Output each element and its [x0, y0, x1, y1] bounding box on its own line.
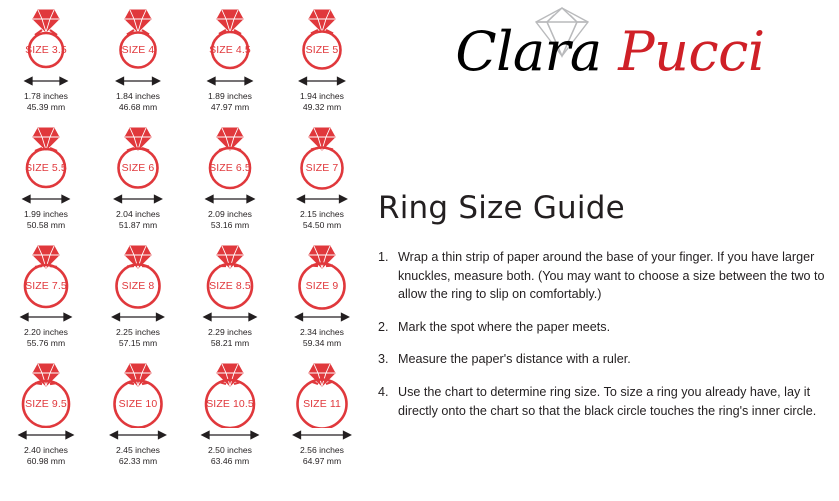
- ring-illustration: [92, 242, 184, 310]
- size-label: SIZE 10.5: [206, 398, 254, 410]
- brand-clara: Clara: [455, 20, 602, 83]
- page-title: Ring Size Guide: [378, 190, 625, 226]
- ring-illustration: [184, 124, 276, 192]
- ring-size-cell: [0, 242, 92, 360]
- measurement-inches: 1.78 inches: [24, 91, 68, 101]
- measurement-mm: 53.16 mm: [210, 219, 250, 230]
- measurement-mm: 50.58 mm: [26, 219, 66, 230]
- ring-size-cell: [184, 6, 276, 124]
- ring-size-grid: [0, 0, 368, 501]
- ring-size-cell: [276, 360, 368, 478]
- measurement-mm: 64.97 mm: [302, 455, 342, 466]
- size-label: SIZE 3.5: [25, 44, 67, 56]
- ring-illustration: [276, 360, 368, 428]
- ring-illustration: [184, 360, 276, 428]
- guide-step: [378, 350, 830, 369]
- diameter-arrow-icon: [184, 428, 276, 442]
- size-label: SIZE 5: [305, 44, 339, 56]
- size-label: SIZE 8: [121, 280, 155, 292]
- guide-step-text: Use the chart to determine ring size. To size a ring you already have, lay it directly onto the chart so that the black circle touches the ring's inner circle.: [398, 384, 817, 418]
- diameter-arrow-icon: [0, 428, 92, 442]
- guide-step-number: 3.: [378, 352, 389, 367]
- diameter-arrow-icon: [0, 74, 92, 88]
- size-label: SIZE 9: [305, 280, 339, 292]
- guide-step-text: Mark the spot where the paper meets.: [398, 319, 611, 334]
- diameter-arrow-icon: [92, 192, 184, 206]
- ring-illustration: [92, 360, 184, 428]
- size-label: SIZE 9.5: [25, 398, 67, 410]
- measurement-mm: 55.76 mm: [26, 337, 66, 348]
- size-label: SIZE 4.5: [209, 44, 251, 56]
- guide-step: [378, 248, 830, 304]
- size-label: SIZE 8.5: [209, 280, 251, 292]
- ring-size-cell: [92, 124, 184, 242]
- diameter-arrow-icon: [0, 192, 92, 206]
- ring-size-cell: [92, 360, 184, 478]
- measurement-inches: 2.20 inches: [24, 327, 68, 337]
- ring-size-cell: [0, 124, 92, 242]
- measurement-mm: 45.39 mm: [26, 101, 66, 112]
- ring-illustration: [276, 6, 368, 74]
- measurement-text: [92, 209, 184, 230]
- measurement-mm: 57.15 mm: [118, 337, 158, 348]
- diameter-arrow-icon: [92, 310, 184, 324]
- measurement-text: [0, 209, 92, 230]
- measurement-mm: 62.33 mm: [118, 455, 158, 466]
- ring-illustration: [92, 6, 184, 74]
- diameter-arrow-icon: [92, 74, 184, 88]
- measurement-inches: 1.89 inches: [208, 91, 252, 101]
- guide-step-number: 1.: [378, 250, 389, 264]
- ring-size-cell: [276, 242, 368, 360]
- diameter-arrow-icon: [276, 74, 368, 88]
- ring-size-cell: [184, 124, 276, 242]
- measurement-text: [184, 209, 276, 230]
- measurement-inches: 2.15 inches: [300, 209, 344, 219]
- guide-step-number: 4.: [378, 384, 389, 399]
- size-label: SIZE 7.5: [25, 280, 67, 292]
- measurement-mm: 60.98 mm: [26, 455, 66, 466]
- measurement-mm: 47.97 mm: [210, 101, 250, 112]
- ring-size-cell: [92, 6, 184, 124]
- measurement-text: [276, 445, 368, 466]
- right-panel: [368, 0, 839, 501]
- measurement-text: [92, 327, 184, 348]
- measurement-inches: 2.29 inches: [208, 327, 252, 337]
- guide-step: [378, 383, 830, 420]
- brand-wordmark: [390, 22, 830, 82]
- size-label: SIZE 10: [118, 398, 158, 410]
- measurement-mm: 58.21 mm: [210, 337, 250, 348]
- diameter-arrow-icon: [276, 428, 368, 442]
- size-label: SIZE 6.5: [209, 162, 251, 174]
- diameter-arrow-icon: [92, 428, 184, 442]
- measurement-mm: 59.34 mm: [302, 337, 342, 348]
- ring-illustration: [276, 124, 368, 192]
- measurement-text: [184, 327, 276, 348]
- guide-step-number: 2.: [378, 319, 389, 334]
- measurement-text: [184, 445, 276, 466]
- ring-illustration: [276, 242, 368, 310]
- size-label: SIZE 4: [121, 44, 155, 56]
- measurement-text: [0, 445, 92, 466]
- ring-illustration: [184, 6, 276, 74]
- measurement-text: [0, 91, 92, 112]
- guide-step-text: Wrap a thin strip of paper around the base of your finger. If you have larger knuckles, measure both. (You may want to choose a size between the two to allow the ring to slip on comfortably.): [398, 250, 825, 302]
- brand-pucci: Pucci: [618, 20, 765, 83]
- diameter-arrow-icon: [184, 192, 276, 206]
- ring-illustration: [184, 242, 276, 310]
- measurement-mm: 63.46 mm: [210, 455, 250, 466]
- measurement-inches: 1.94 inches: [300, 91, 344, 101]
- measurement-text: [0, 327, 92, 348]
- measurement-text: [276, 91, 368, 112]
- diameter-arrow-icon: [276, 310, 368, 324]
- ring-size-cell: [0, 360, 92, 478]
- ring-size-cell: [0, 6, 92, 124]
- ring-illustration: [0, 6, 92, 74]
- measurement-text: [92, 445, 184, 466]
- size-label: SIZE 7: [305, 162, 339, 174]
- measurement-inches: 2.04 inches: [116, 209, 160, 219]
- measurement-inches: 2.09 inches: [208, 209, 252, 219]
- measurement-mm: 54.50 mm: [302, 219, 342, 230]
- ring-size-cell: [276, 6, 368, 124]
- measurement-inches: 2.45 inches: [116, 445, 160, 455]
- measurement-mm: 51.87 mm: [118, 219, 158, 230]
- measurement-mm: 49.32 mm: [302, 101, 342, 112]
- ring-size-cell: [184, 242, 276, 360]
- measurement-inches: 2.50 inches: [208, 445, 252, 455]
- diameter-arrow-icon: [0, 310, 92, 324]
- measurement-text: [276, 209, 368, 230]
- measurement-inches: 2.56 inches: [300, 445, 344, 455]
- guide-steps: [378, 248, 830, 434]
- diameter-arrow-icon: [184, 74, 276, 88]
- ring-size-cell: [92, 242, 184, 360]
- brand-logo: [368, 0, 839, 118]
- measurement-mm: 46.68 mm: [118, 101, 158, 112]
- ring-illustration: [0, 124, 92, 192]
- measurement-text: [184, 91, 276, 112]
- measurement-text: [92, 91, 184, 112]
- measurement-inches: 1.84 inches: [116, 91, 160, 101]
- measurement-text: [276, 327, 368, 348]
- ring-illustration: [0, 360, 92, 428]
- ring-illustration: [92, 124, 184, 192]
- measurement-inches: 2.34 inches: [300, 327, 344, 337]
- measurement-inches: 1.99 inches: [24, 209, 68, 219]
- diameter-arrow-icon: [276, 192, 368, 206]
- measurement-inches: 2.25 inches: [116, 327, 160, 337]
- diameter-arrow-icon: [184, 310, 276, 324]
- size-label: SIZE 11: [303, 398, 341, 410]
- ring-size-cell: [184, 360, 276, 478]
- size-label: SIZE 5.5: [25, 162, 67, 174]
- ring-illustration: [0, 242, 92, 310]
- measurement-inches: 2.40 inches: [24, 445, 68, 455]
- size-label: SIZE 6: [121, 162, 155, 174]
- ring-size-cell: [276, 124, 368, 242]
- guide-step-text: Measure the paper's distance with a ruler.: [398, 352, 631, 367]
- guide-step: [378, 318, 830, 337]
